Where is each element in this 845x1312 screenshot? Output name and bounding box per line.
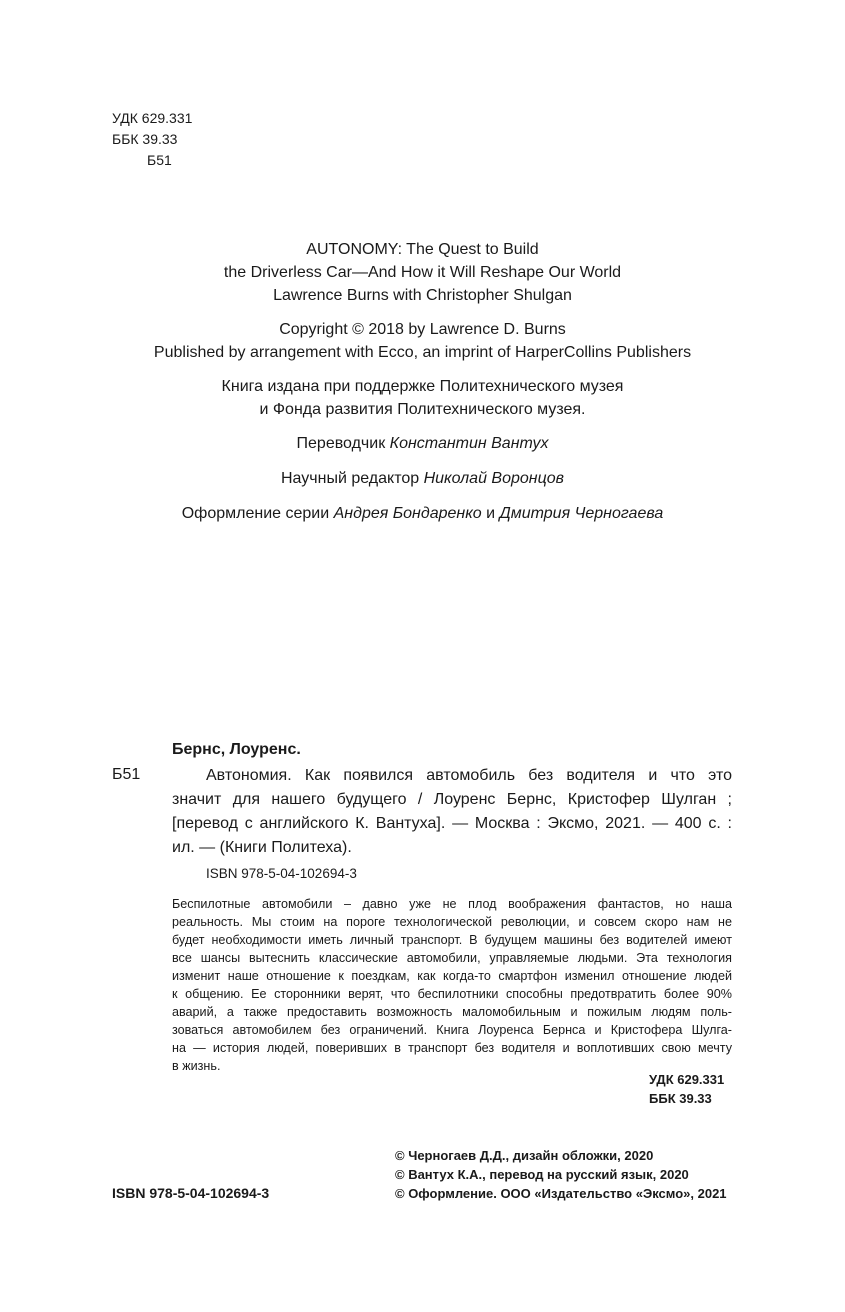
classification-block	[112, 108, 192, 171]
bbk-code: ББК 39.33	[112, 131, 178, 147]
annotation-line: реальность. Мы стоим на пороге технологической революции, и совсем скоро нам не	[172, 915, 732, 929]
design-credit	[0, 502, 845, 525]
catalog-code: Б51	[112, 766, 141, 783]
udk-code: УДК 629.331	[112, 110, 193, 126]
catalog-line1: Автономия. Как появился автомобиль без водителя и что это	[206, 767, 732, 784]
publishing-arrangement: Published by arrangement with Ecco, an imprint of HarperCollins Publishers	[153, 344, 692, 361]
annotation-line: будет необходимости иметь личный транспорт. В будущем машины без водителей имеют	[172, 933, 732, 947]
original-title-line1: AUTONOMY: The Quest to Build	[306, 241, 539, 258]
support-line1: Книга издана при поддержке Политехнического музея	[221, 378, 624, 395]
editor-name: Николай Воронцов	[423, 470, 564, 487]
catalog-line3: [перевод с английского К. Вантуха]. — Москва : Эксмо, 2021. — 400 с. :	[172, 815, 732, 832]
annotation	[172, 895, 732, 1075]
footer-classification	[649, 1070, 724, 1108]
author-sign-code: Б51	[147, 152, 172, 168]
catalog-line2: значит для нашего будущего / Лоуренс Бернс, Кристофер Шулган ;	[172, 791, 732, 808]
designer-name-2: Дмитрия Черногаева	[499, 505, 664, 522]
translator-credit	[0, 432, 845, 455]
annotation-line: изменит наше отношение к поездкам, как когда-то смартфон изменил отношение людей	[172, 969, 732, 983]
footer-udk: УДК 629.331	[649, 1072, 725, 1087]
copyright-cover-design: © Черногаев Д.Д., дизайн обложки, 2020	[395, 1148, 654, 1163]
annotation-line: в жизнь.	[172, 1059, 221, 1073]
original-authors: Lawrence Burns with Christopher Shulgan	[273, 287, 572, 304]
copyright-translation: © Вантух К.А., перевод на русский язык, 2020	[395, 1167, 689, 1182]
copyright-layout: © Оформление. ООО «Издательство «Эксмо», 2021	[395, 1186, 727, 1201]
annotation-line: к общению. Ее сторонники верят, что беспилотники способны предотвратить более 90%	[172, 987, 732, 1001]
designer-name-1: Андрея Бондаренко	[333, 505, 482, 522]
annotation-line: Беспилотные автомобили – давно уже не плод воображения фантастов, но наша	[172, 897, 732, 911]
original-title-line2: the Driverless Car—And How it Will Reshape Our World	[223, 264, 622, 281]
support-block	[0, 375, 845, 421]
catalog-isbn: ISBN 978-5-04-102694-3	[206, 866, 357, 881]
footer-bbk: ББК 39.33	[649, 1091, 712, 1106]
original-copyright: Copyright © 2018 by Lawrence D. Burns	[279, 321, 566, 338]
translator-name: Константин Вантух	[389, 435, 549, 452]
annotation-line: аварий, а также предоставить возможность маломобильным и пожилым людям поль-	[172, 1005, 732, 1019]
design-role: Оформление серии	[181, 505, 330, 522]
catalog-description	[172, 764, 732, 860]
footer-copyrights	[395, 1146, 727, 1203]
editor-role: Научный редактор	[281, 470, 420, 487]
catalog-author: Бернс, Лоуренс.	[172, 741, 301, 758]
design-and: и	[486, 505, 496, 522]
catalog-line4: ил. — (Книги Политеха).	[172, 839, 352, 856]
translator-role: Переводчик	[296, 435, 386, 452]
original-title-block	[0, 238, 845, 307]
footer-isbn: ISBN 978-5-04-102694-3	[112, 1185, 270, 1201]
editor-credit	[0, 467, 845, 490]
support-line2: и Фонда развития Политехнического музея.	[259, 401, 586, 418]
annotation-line: на — история людей, поверивших в транспорт без водителя и воплотивших свою мечту	[172, 1041, 732, 1055]
annotation-line: все шансы вытеснить классические автомобили, управляемые людьми. Эта технология	[172, 951, 732, 965]
copyright-block	[0, 318, 845, 364]
annotation-line: зоваться автомобилем без ограничений. Книга Лоуренса Бернса и Кристофера Шулга-	[172, 1023, 732, 1037]
